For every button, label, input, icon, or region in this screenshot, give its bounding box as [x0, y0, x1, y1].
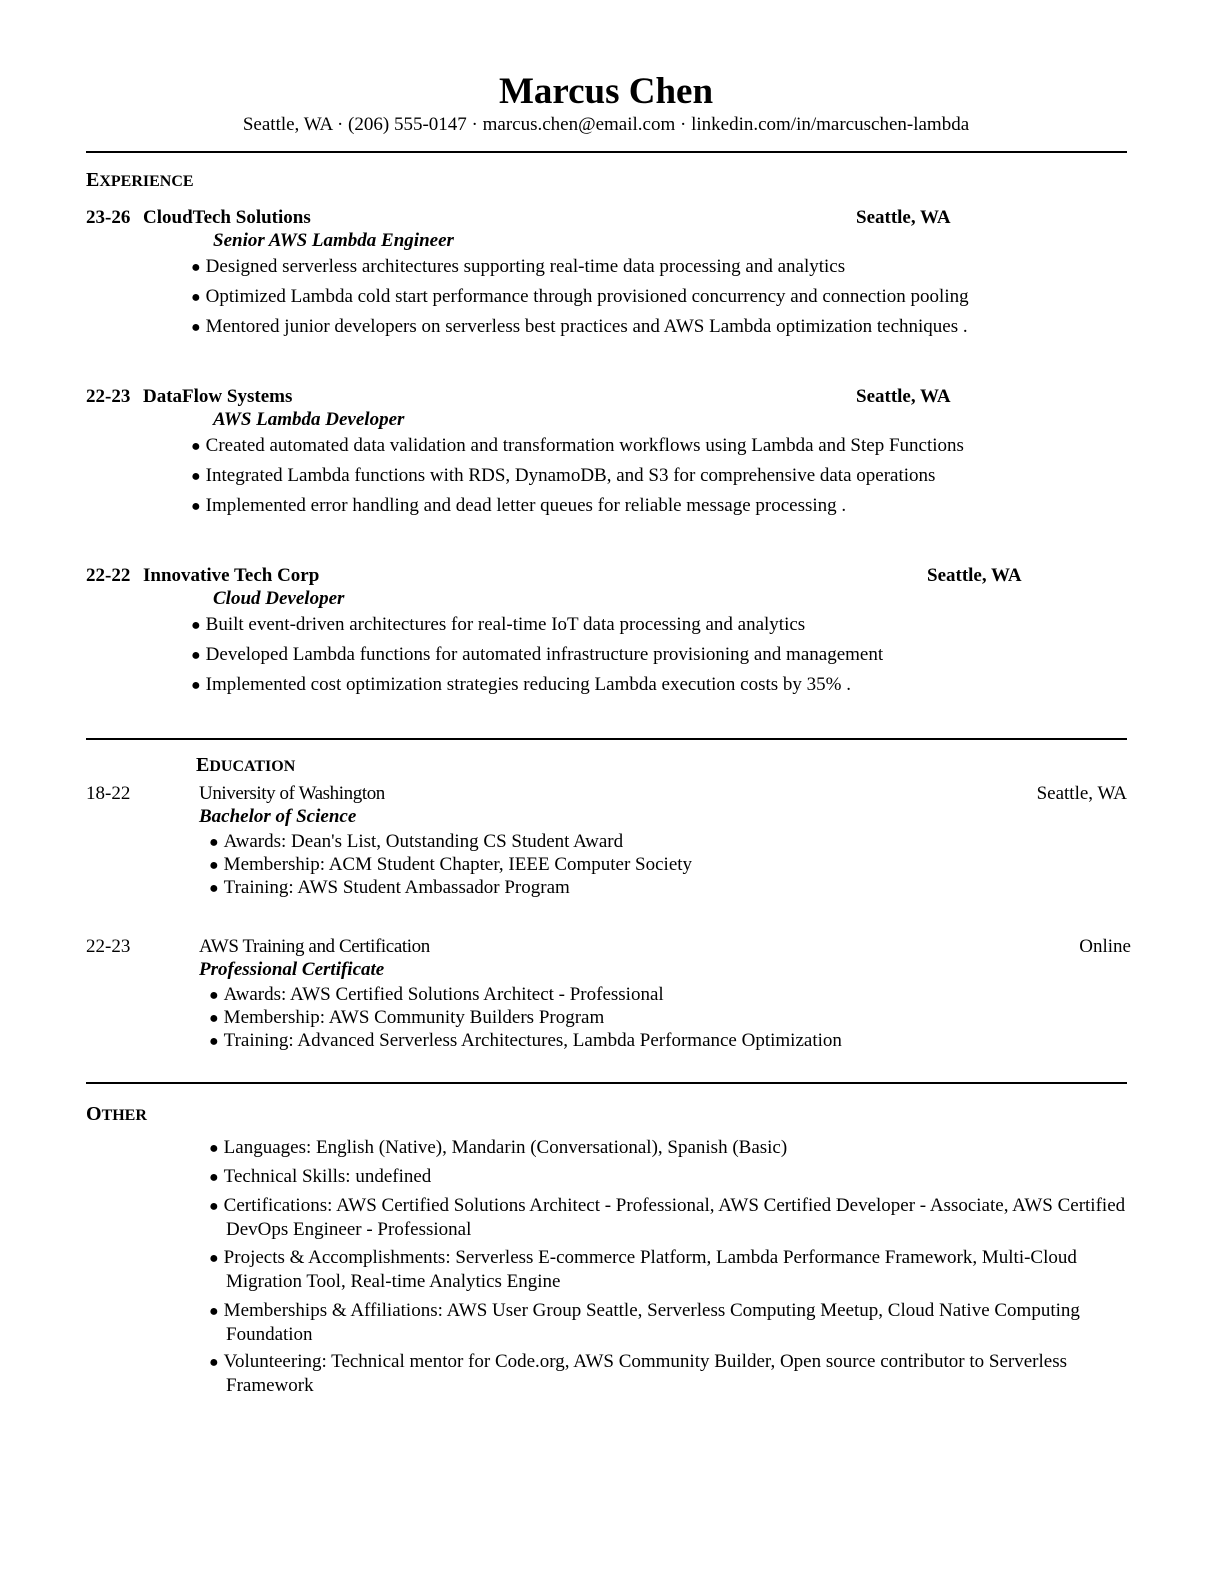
job-bullet: ● Developed Lambda functions for automated infrastructure provisioning and management: [191, 644, 884, 665]
education-divider: [86, 1082, 1127, 1084]
header-divider: [86, 151, 1127, 153]
education-degree: Professional Certificate: [199, 959, 385, 980]
contact-line: Seattle, WA · (206) 555-0147 · marcus.chen@email.com · linkedin.com/in/marcuschen-lambda: [242, 114, 970, 135]
job-years: 22-22: [86, 565, 131, 586]
education-school: University of Washington: [199, 783, 385, 804]
job-location: Seattle, WA: [856, 207, 951, 228]
education-degree: Bachelor of Science: [199, 806, 357, 827]
education-school: AWS Training and Certification: [199, 936, 430, 957]
education-location: Seattle, WA: [1036, 783, 1127, 804]
job-title: Senior AWS Lambda Engineer: [213, 230, 454, 251]
job-company: DataFlow Systems: [143, 386, 293, 407]
job-bullet: ● Implemented error handling and dead letter queues for reliable message processing .: [191, 495, 847, 516]
job-bullet: ● Optimized Lambda cold start performance through provisioned concurrency and connection pooling: [191, 286, 969, 307]
job-years: 22-23: [86, 386, 131, 407]
other-item: ● Certifications: AWS Certified Solutions Architect - Professional, AWS Certified Developer - Associate, AWS Certified DevOps Engineer - Professional: [209, 1195, 1126, 1240]
other-item: ● Languages: English (Native), Mandarin (Conversational), Spanish (Basic): [209, 1137, 788, 1158]
job-bullet: ● Built event-driven architectures for real-time IoT data processing and analytics: [191, 614, 806, 635]
other-heading: OTHER: [86, 1103, 147, 1125]
education-location: Online: [1079, 936, 1131, 957]
job-bullet: ● Created automated data validation and transformation workflows using Lambda and Step Functions: [191, 435, 964, 456]
education-bullet: ● Training: AWS Student Ambassador Program: [209, 877, 570, 898]
other-item: ● Memberships & Affiliations: AWS User Group Seattle, Serverless Computing Meetup, Cloud Native Computing Foundation: [209, 1300, 1080, 1345]
experience-divider: [86, 738, 1127, 740]
other-item: ● Volunteering: Technical mentor for Code.org, AWS Community Builder, Open source contributor to Serverless Framework: [209, 1351, 1067, 1396]
education-heading: EDUCATION: [196, 754, 296, 776]
education-bullet: ● Membership: ACM Student Chapter, IEEE Computer Society: [209, 854, 693, 875]
job-bullet: ● Designed serverless architectures supporting real-time data processing and analytics: [191, 256, 846, 277]
education-bullet: ● Membership: AWS Community Builders Program: [209, 1007, 605, 1028]
education-years: 22-23: [86, 936, 131, 957]
job-years: 23-26: [86, 207, 131, 228]
other-item: ● Technical Skills: undefined: [209, 1166, 432, 1187]
job-bullet: ● Implemented cost optimization strategies reducing Lambda execution costs by 35% .: [191, 674, 851, 695]
education-bullet: ● Awards: Dean's List, Outstanding CS Student Award: [209, 831, 624, 852]
job-title: AWS Lambda Developer: [213, 409, 405, 430]
job-title: Cloud Developer: [213, 588, 345, 609]
education-bullet: ● Training: Advanced Serverless Architectures, Lambda Performance Optimization: [209, 1030, 842, 1051]
job-bullet: ● Mentored junior developers on serverless best practices and AWS Lambda optimization techniques .: [191, 316, 968, 337]
job-location: Seattle, WA: [856, 386, 951, 407]
job-company: CloudTech Solutions: [143, 207, 311, 228]
other-item: ● Projects & Accomplishments: Serverless E-commerce Platform, Lambda Performance Framework, Multi-Cloud Migration Tool, Real-time Analytics Engine: [209, 1247, 1077, 1292]
education-years: 18-22: [86, 783, 131, 804]
resume-name: Marcus Chen: [498, 71, 714, 112]
education-bullet: ● Awards: AWS Certified Solutions Architect - Professional: [209, 984, 664, 1005]
job-company: Innovative Tech Corp: [143, 565, 320, 586]
job-bullet: ● Integrated Lambda functions with RDS, DynamoDB, and S3 for comprehensive data operations: [191, 465, 936, 486]
job-location: Seattle, WA: [927, 565, 1022, 586]
experience-heading: EXPERIENCE: [86, 169, 194, 191]
